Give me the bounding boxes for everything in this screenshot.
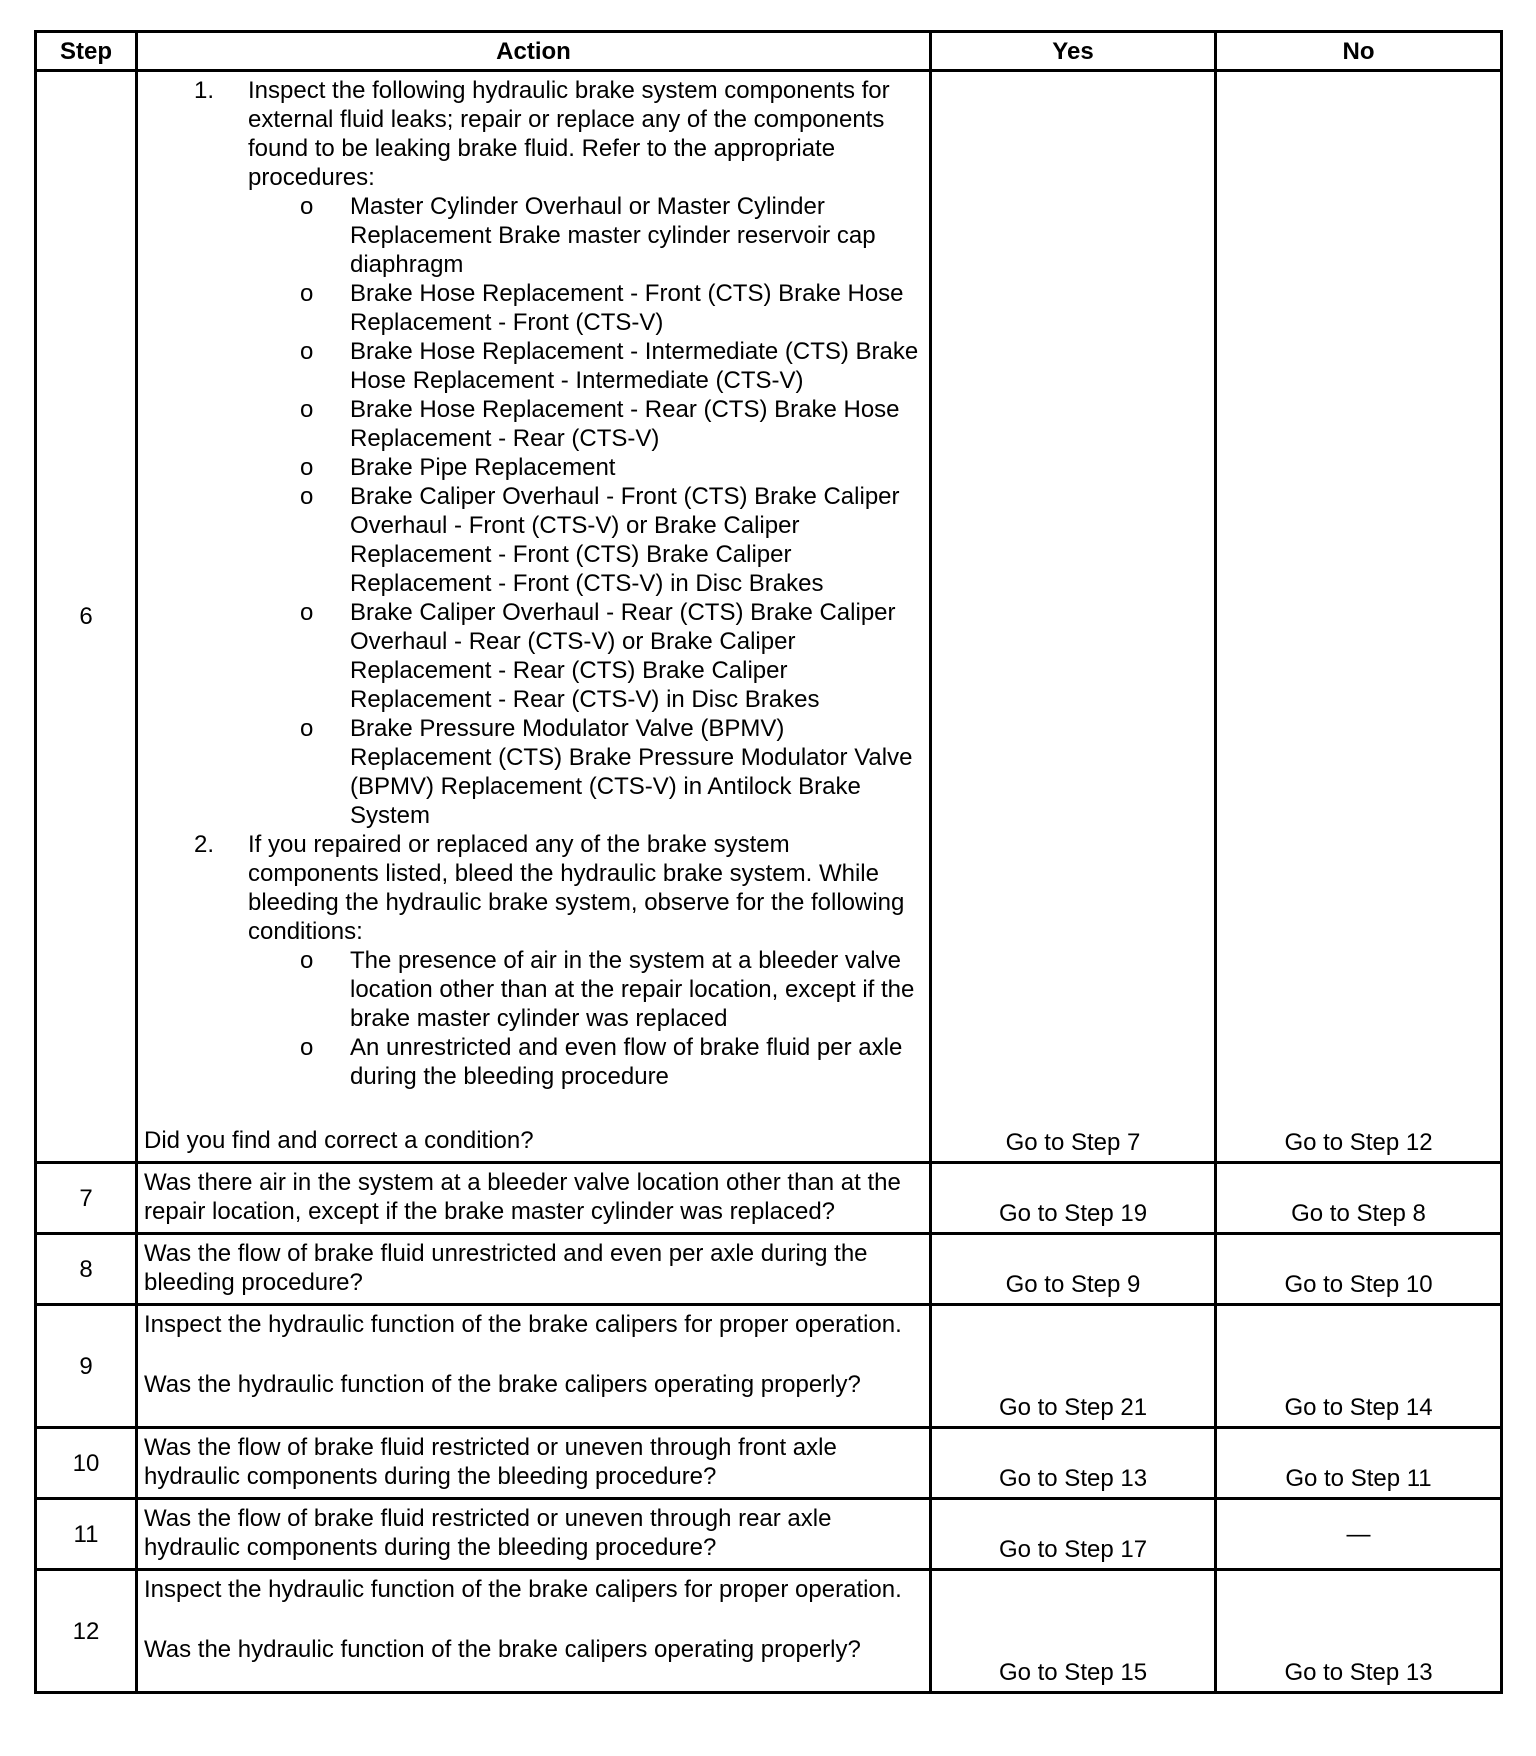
header-yes: Yes — [931, 32, 1216, 71]
bullet-icon: o — [300, 599, 314, 626]
table-row-step-6 — [36, 71, 1502, 1163]
bullet-icon: o — [300, 1034, 314, 1061]
procedure-item — [144, 76, 919, 830]
action-cell — [137, 1234, 931, 1305]
sub-item — [248, 482, 919, 598]
question-text: Was the flow of brake fluid restricted or uneven through front axle hydraulic components during the bleeding procedure? — [144, 1434, 837, 1490]
sub-item-text: Brake Hose Replacement - Rear (CTS) Brake Hose Replacement - Rear (CTS-V) — [350, 396, 900, 452]
yes-cell: Go to Step 13 — [931, 1428, 1216, 1499]
no-cell: Go to Step 10 — [1216, 1234, 1502, 1305]
sub-item-text: An unrestricted and even flow of brake fluid per axle during the bleeding procedure — [350, 1034, 903, 1090]
table-row-step-7 — [36, 1163, 1502, 1234]
step-number: 10 — [36, 1428, 137, 1499]
bullet-icon: o — [300, 193, 314, 220]
procedure-item — [144, 830, 919, 1091]
question-text: Did you find and correct a condition? — [144, 1127, 534, 1154]
step-number: 9 — [36, 1305, 137, 1428]
step-number: 11 — [36, 1499, 137, 1570]
no-cell: Go to Step 13 — [1216, 1570, 1502, 1693]
sub-item — [248, 337, 919, 395]
bullet-icon: o — [300, 396, 314, 423]
sub-item-text: Brake Pressure Modulator Valve (BPMV) Replacement (CTS) Brake Pressure Modulator Valve (BPMV) Replacement (CTS-V) in Antilock Brake System — [350, 715, 913, 829]
yes-cell: Go to Step 9 — [931, 1234, 1216, 1305]
bullet-icon: o — [300, 947, 314, 974]
no-cell: Go to Step 11 — [1216, 1428, 1502, 1499]
step-number: 12 — [36, 1570, 137, 1693]
sub-item — [248, 1033, 919, 1091]
step-number: 6 — [36, 71, 137, 1163]
item-text: If you repaired or replaced any of the brake system components listed, bleed the hydraulic brake system. While bleeding the hydraulic brake system, observe for the following conditions: — [248, 831, 905, 945]
question-text: Was the flow of brake fluid unrestricted and even per axle during the bleeding procedure? — [144, 1240, 868, 1296]
step-number: 7 — [36, 1163, 137, 1234]
table-row-step-10 — [36, 1428, 1502, 1499]
yes-cell: Go to Step 17 — [931, 1499, 1216, 1570]
header-action: Action — [137, 32, 931, 71]
table-row-step-12 — [36, 1570, 1502, 1693]
spacer — [144, 1339, 919, 1368]
sub-list — [248, 946, 919, 1091]
no-step-dash: — — [1346, 1520, 1371, 1548]
step-number: 8 — [36, 1234, 137, 1305]
sub-item — [248, 395, 919, 453]
sub-item-text: Brake Caliper Overhaul - Front (CTS) Brake Caliper Overhaul - Front (CTS-V) or Brake Caliper Replacement - Front (CTS) Brake Caliper Replacement - Front (CTS-V) in Disc Brakes — [350, 483, 900, 597]
sub-item — [248, 714, 919, 830]
no-cell — [1216, 1499, 1502, 1570]
sub-item-text: Master Cylinder Overhaul or Master Cylinder Replacement Brake master cylinder reservoir cap diaphragm — [350, 193, 876, 278]
diagnostic-table — [34, 30, 1503, 1694]
question-text: Was the hydraulic function of the brake calipers operating properly? — [144, 1636, 861, 1663]
sub-list — [248, 192, 919, 830]
item-number: 2. — [194, 831, 215, 858]
action-cell — [137, 1499, 931, 1570]
yes-cell: Go to Step 15 — [931, 1570, 1216, 1693]
sub-item-text: Brake Hose Replacement - Front (CTS) Brake Hose Replacement - Front (CTS-V) — [350, 280, 904, 336]
spacer — [144, 1604, 919, 1633]
sub-item-text: The presence of air in the system at a bleeder valve location other than at the repair location, except if the brake master cylinder was replaced — [350, 947, 915, 1032]
sub-item — [248, 598, 919, 714]
no-cell: Go to Step 14 — [1216, 1305, 1502, 1428]
sub-item-text: Brake Caliper Overhaul - Rear (CTS) Brake Caliper Overhaul - Rear (CTS-V) or Brake Caliper Replacement - Rear (CTS) Brake Caliper Replacement - Rear (CTS-V) in Disc Brakes — [350, 599, 896, 713]
sub-item-text: Brake Hose Replacement - Intermediate (CTS) Brake Hose Replacement - Intermediate (CTS-V) — [350, 338, 919, 394]
intro-text: Inspect the hydraulic function of the brake calipers for proper operation. — [144, 1311, 902, 1338]
table-row-step-9 — [36, 1305, 1502, 1428]
item-number: 1. — [194, 77, 215, 104]
diagnostic-document — [34, 30, 1503, 1694]
intro-text: Inspect the hydraulic function of the brake calipers for proper operation. — [144, 1576, 902, 1603]
header-row — [36, 32, 1502, 71]
sub-item — [248, 192, 919, 279]
bullet-icon: o — [300, 715, 314, 742]
yes-cell: Go to Step 21 — [931, 1305, 1216, 1428]
item-text: Inspect the following hydraulic brake system components for external fluid leaks; repair or replace any of the components found to be leaking brake fluid. Refer to the appropriate procedures: — [248, 77, 890, 191]
header-no: No — [1216, 32, 1502, 71]
no-cell: Go to Step 12 — [1216, 71, 1502, 1163]
action-cell — [137, 1570, 931, 1693]
table-row-step-8 — [36, 1234, 1502, 1305]
question-text: Was the flow of brake fluid restricted or uneven through rear axle hydraulic components during the bleeding procedure? — [144, 1505, 832, 1561]
sub-item — [248, 946, 919, 1033]
bullet-icon: o — [300, 280, 314, 307]
sub-item — [248, 279, 919, 337]
action-cell — [137, 71, 931, 1163]
no-cell: Go to Step 8 — [1216, 1163, 1502, 1234]
sub-item-text: Brake Pipe Replacement — [350, 454, 616, 481]
procedure-list — [144, 76, 919, 1091]
spacer — [144, 1091, 919, 1120]
action-cell — [137, 1305, 931, 1428]
action-cell — [137, 1428, 931, 1499]
sub-item — [248, 453, 919, 482]
question-text: Was there air in the system at a bleeder valve location other than at the repair location, except if the brake master cylinder was replaced? — [144, 1169, 901, 1225]
question-text: Was the hydraulic function of the brake calipers operating properly? — [144, 1371, 861, 1398]
bullet-icon: o — [300, 338, 314, 365]
bullet-icon: o — [300, 483, 314, 510]
bullet-icon: o — [300, 454, 314, 481]
header-step: Step — [36, 32, 137, 71]
yes-cell: Go to Step 7 — [931, 71, 1216, 1163]
yes-cell: Go to Step 19 — [931, 1163, 1216, 1234]
table-row-step-11 — [36, 1499, 1502, 1570]
action-cell — [137, 1163, 931, 1234]
